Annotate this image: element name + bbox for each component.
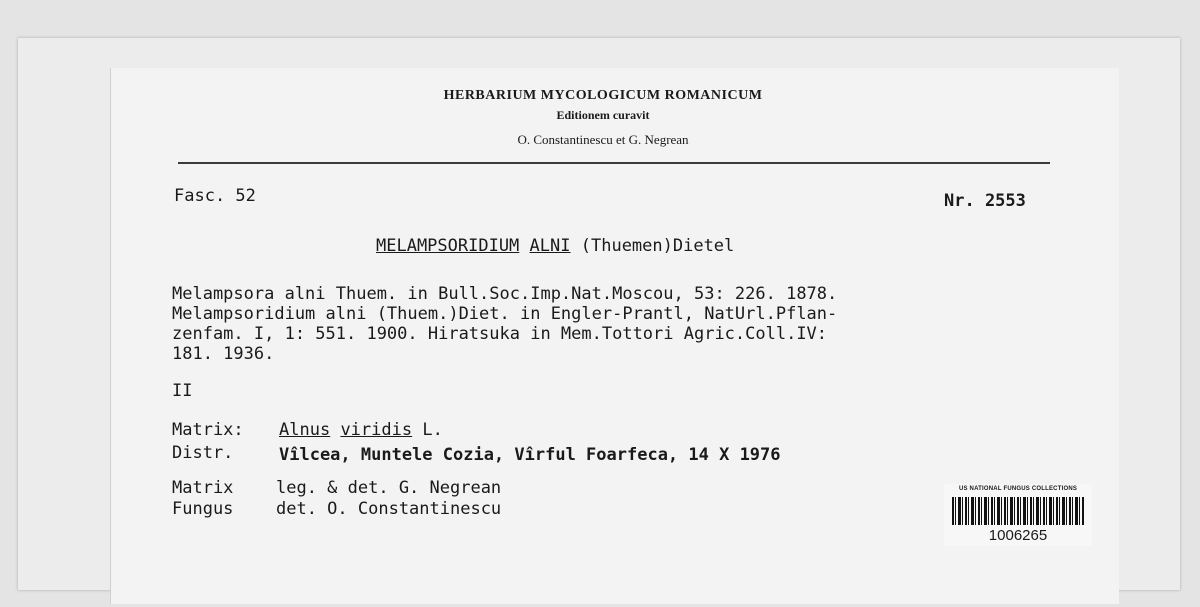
fascicle-number: Fasc. 52 <box>174 186 256 206</box>
synonymy-line-3: zenfam. I, 1: 551. 1900. Hiratsuka in Mem.Tottori Agric.Coll.IV: <box>172 324 828 344</box>
species-author: (Thuemen)Dietel <box>580 236 735 256</box>
species-name <box>376 236 734 256</box>
synonymy-line-1: Melampsora alni Thuem. in Bull.Soc.Imp.Nat.Moscou, 53: 226. 1878. <box>172 284 838 304</box>
matrix-host <box>279 420 443 440</box>
host-epithet: viridis <box>340 420 413 440</box>
spore-stage: II <box>172 381 193 401</box>
herbarium-title: HERBARIUM MYCOLOGICUM ROMANICUM <box>443 88 763 103</box>
specimen-number: Nr. 2553 <box>944 191 1026 211</box>
header-divider <box>178 162 1050 164</box>
barcode-label <box>944 484 1092 546</box>
matrix-collector-text: leg. & det. G. Negrean <box>276 478 502 498</box>
species-epithet: ALNI <box>529 236 571 256</box>
synonymy-line-2: Melampsoridium alni (Thuem.)Diet. in Engler-Prantl, NatUrl.Pflan- <box>172 304 838 324</box>
distr-text: Vîlcea, Muntele Cozia, Vîrful Foarfeca, 14 X 1976 <box>279 445 781 465</box>
distr-label: Distr. <box>172 443 234 463</box>
host-author: L. <box>422 420 443 440</box>
fungus-determiner-text: det. O. Constantinescu <box>276 499 502 519</box>
barcode-icon <box>952 497 1084 525</box>
herbarium-subtitle: Editionem curavit <box>556 108 650 122</box>
matrix-collector-label: Matrix <box>172 478 234 498</box>
herbarium-editors: O. Constantinescu et G. Negrean <box>517 132 689 147</box>
synonymy-line-4: 181. 1936. <box>172 344 275 364</box>
barcode-number: 1006265 <box>988 527 1048 544</box>
species-genus: MELAMPSORIDIUM <box>376 236 520 256</box>
matrix-label: Matrix: <box>172 420 244 440</box>
host-genus: Alnus <box>279 420 331 440</box>
barcode-caption: US NATIONAL FUNGUS COLLECTIONS <box>958 486 1078 492</box>
fungus-determiner-label: Fungus <box>172 499 234 519</box>
